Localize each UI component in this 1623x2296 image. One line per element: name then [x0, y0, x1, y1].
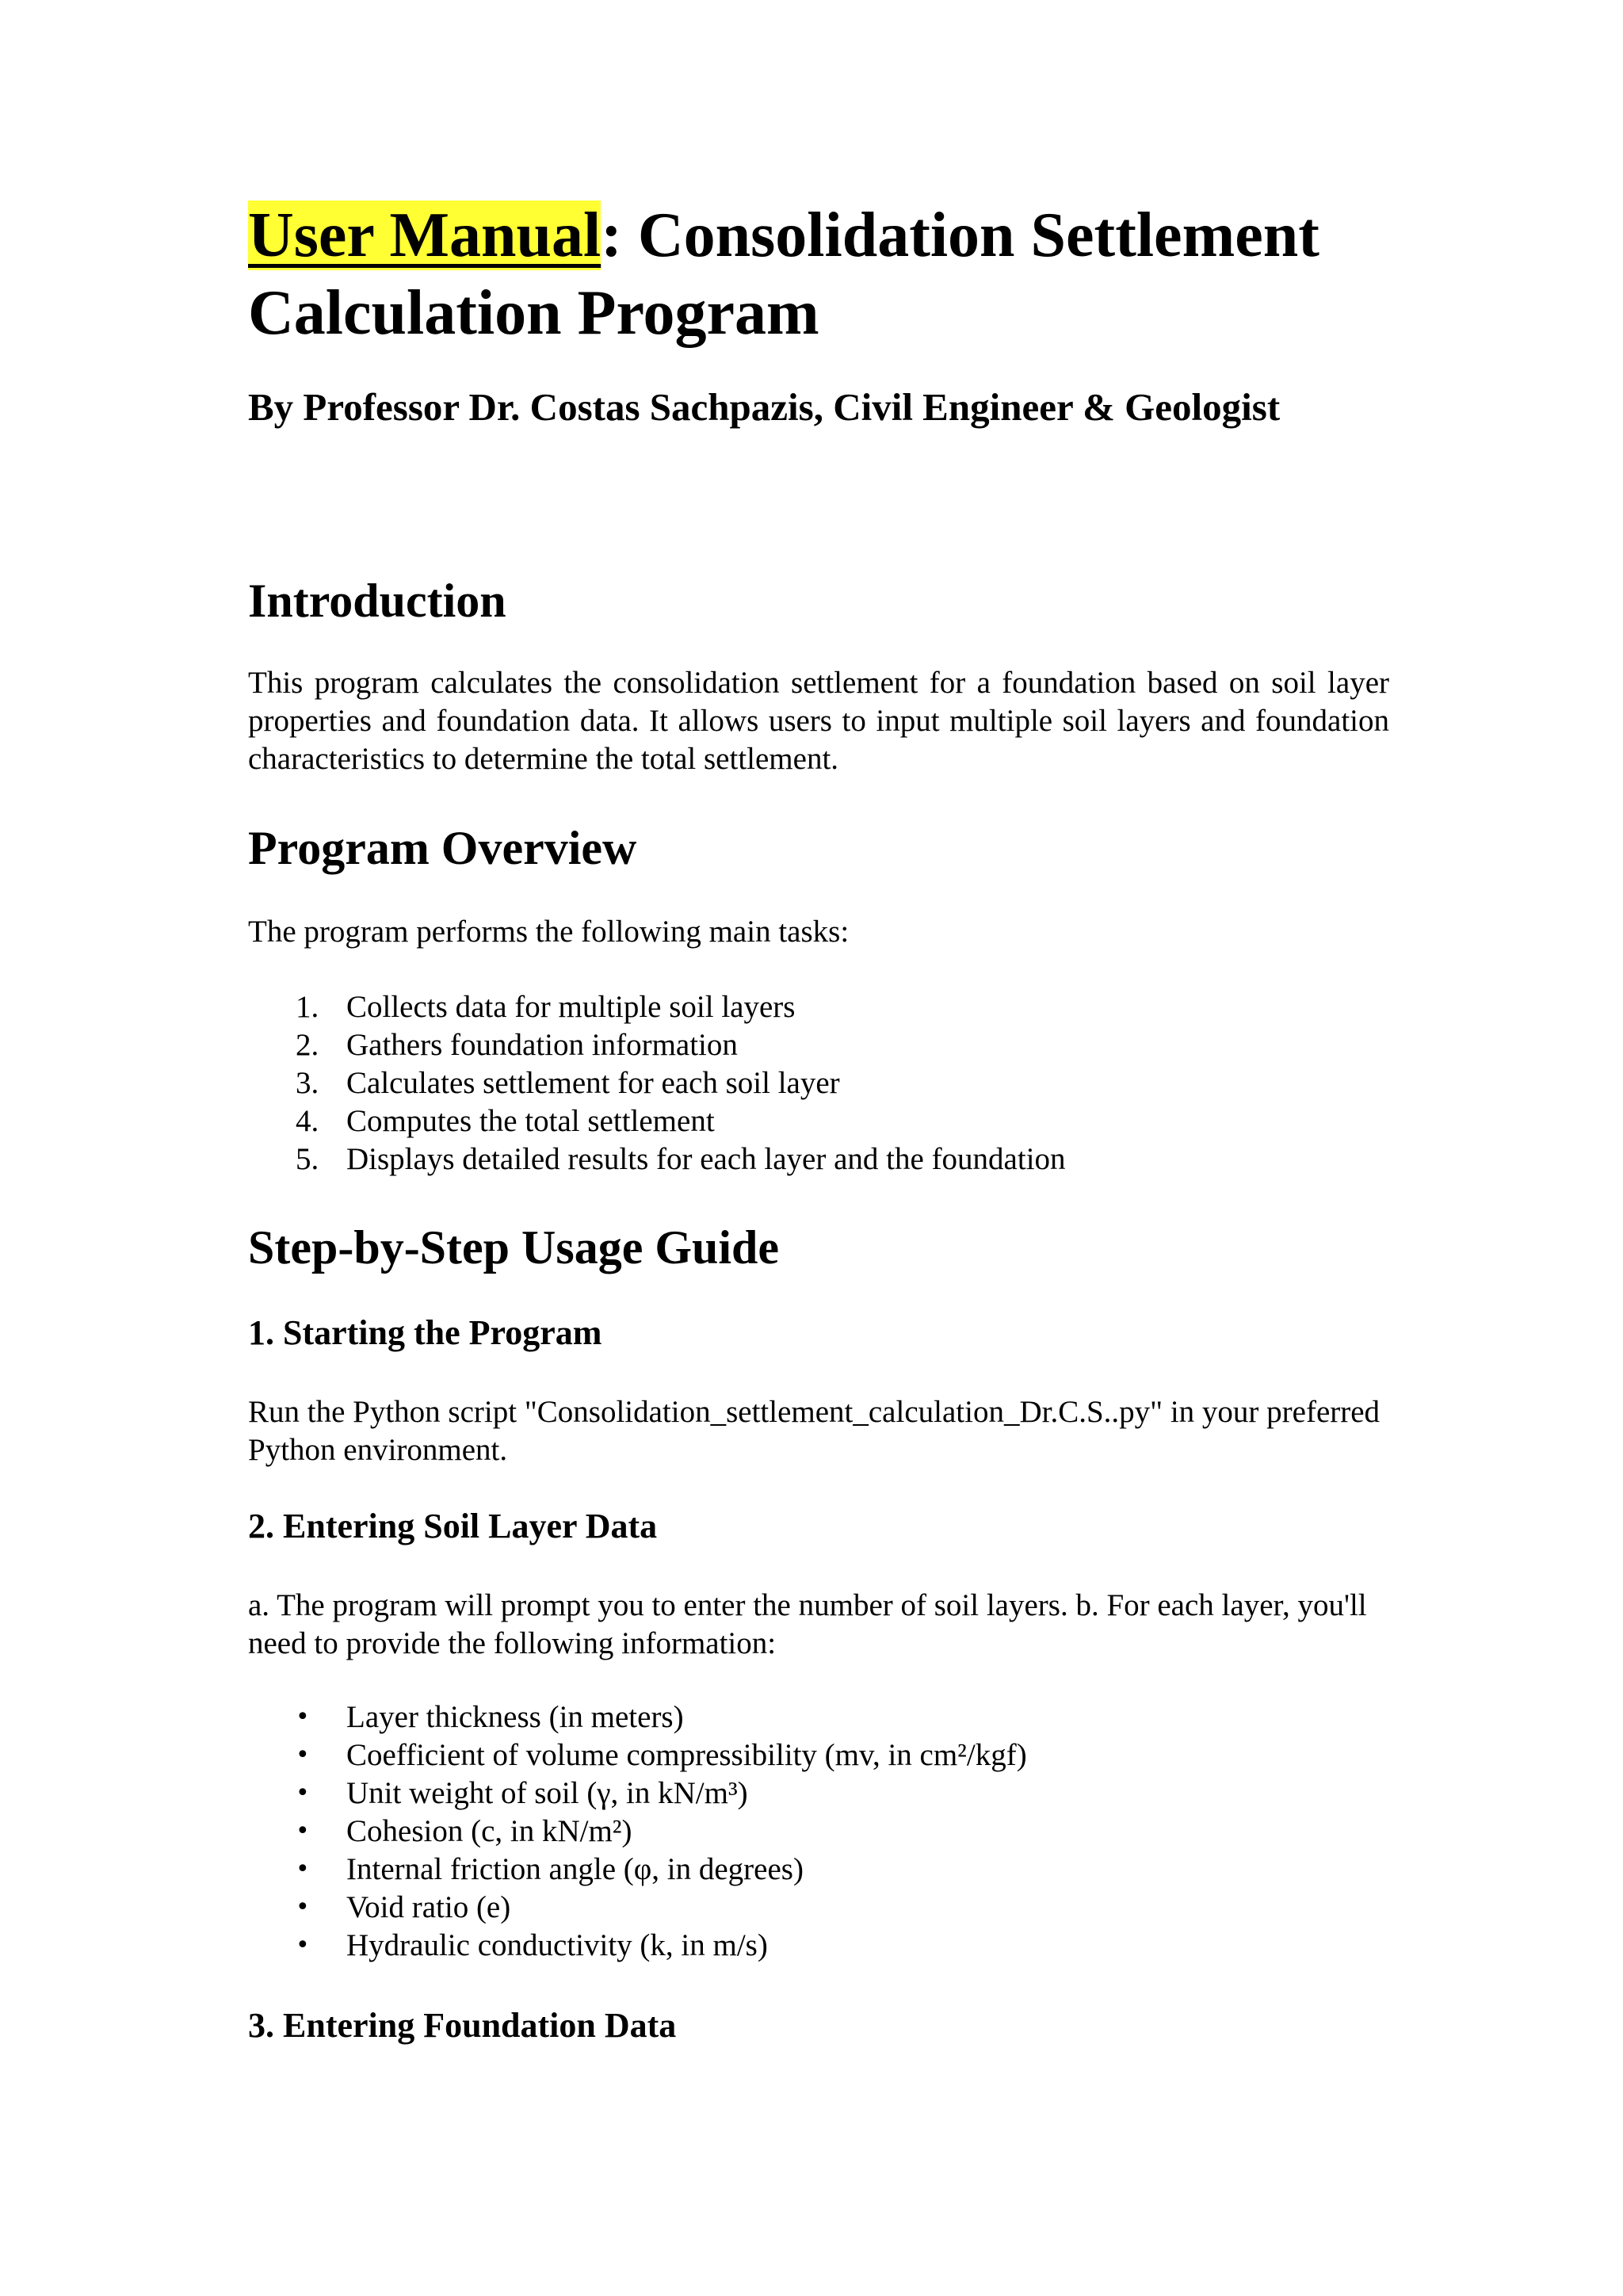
list-item	[248, 1736, 1389, 1775]
list-text: Layer thickness (in meters)	[346, 1700, 684, 1734]
bullet: •	[296, 1931, 310, 1959]
list-item	[248, 1140, 1389, 1179]
list-item	[248, 1927, 1389, 1965]
introduction-heading: Introduction	[248, 575, 506, 627]
usage-guide-heading: Step-by-Step Usage Guide	[248, 1221, 780, 1274]
author-byline: By Professor Dr. Costas Sachpazis, Civil Engineer & Geologist	[248, 385, 1281, 429]
overview-heading: Program Overview	[248, 822, 637, 874]
overview-lead: The program performs the following main tasks:	[248, 915, 850, 949]
list-text: Calculates settlement for each soil layer	[346, 1066, 840, 1100]
list-item	[248, 1775, 1389, 1813]
list-text: Internal friction angle (φ, in degrees)	[346, 1852, 804, 1886]
step1-heading: 1. Starting the Program	[248, 1313, 602, 1352]
step1-text: Run the Python script "Consolidation_settlement_calculation_Dr.C.S..py" in your preferred Python environment.	[248, 1395, 1381, 1467]
list-item	[248, 1698, 1389, 1736]
step3-heading: 3. Entering Foundation Data	[248, 2006, 677, 2045]
list-item	[248, 988, 1389, 1026]
bullet: •	[296, 1779, 310, 1807]
bullet: •	[296, 1741, 310, 1769]
list-item	[248, 1851, 1389, 1889]
bullet: •	[296, 1817, 310, 1845]
step2-text: a. The program will prompt you to enter the number of soil layers. b. For each layer, you'll need to provide the following information:	[248, 1588, 1367, 1660]
overview-task-list	[248, 988, 1389, 1179]
list-number: 2.	[296, 1028, 319, 1062]
document-title	[248, 197, 1389, 352]
list-text: Gathers foundation information	[346, 1028, 738, 1062]
introduction-text: This program calculates the consolidation settlement for a foundation based on soil layer properties and foundation data. It allows users to input multiple soil layers and foundation characteristics to determine the total settlement.	[248, 666, 1389, 776]
list-text: Void ratio (e)	[346, 1890, 511, 1924]
list-text: Collects data for multiple soil layers	[346, 990, 796, 1024]
list-item	[248, 1813, 1389, 1851]
bullet: •	[296, 1703, 310, 1731]
list-item	[248, 1064, 1389, 1102]
list-number: 3.	[296, 1066, 319, 1100]
list-text: Coefficient of volume compressibility (mv, in cm²/kgf)	[346, 1738, 1027, 1772]
list-item	[248, 1026, 1389, 1064]
bullet: •	[296, 1855, 310, 1883]
list-number: 1.	[296, 990, 319, 1024]
list-number: 5.	[296, 1142, 319, 1176]
step2-heading: 2. Entering Soil Layer Data	[248, 1507, 658, 1545]
list-number: 4.	[296, 1104, 319, 1138]
list-item	[248, 1102, 1389, 1140]
bullet: •	[296, 1893, 310, 1921]
list-item	[248, 1889, 1389, 1927]
list-text: Computes the total settlement	[346, 1104, 715, 1138]
list-text: Hydraulic conductivity (k, in m/s)	[346, 1928, 768, 1962]
title-rest: : Consolidation Settlement Calculation Program	[248, 201, 1319, 348]
list-text: Displays detailed results for each layer and the foundation	[346, 1142, 1066, 1176]
list-text: Cohesion (c, in kN/m²)	[346, 1814, 632, 1848]
list-text: Unit weight of soil (γ, in kN/m³)	[346, 1776, 748, 1810]
soil-layer-inputs-list	[248, 1698, 1389, 1965]
title-highlight: User Manual	[248, 201, 601, 270]
